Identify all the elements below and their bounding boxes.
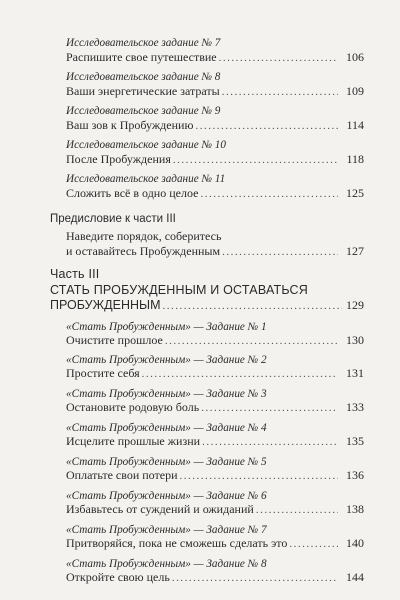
research-caption: Исследовательское задание № 11 — [66, 173, 226, 185]
entry-page: 138 — [346, 502, 364, 516]
leader-dots — [180, 469, 338, 484]
entry-page: 144 — [346, 570, 364, 584]
entry-title: Простите себя — [66, 366, 140, 380]
entry-title: Очистите прошлое — [66, 333, 163, 347]
entry-title: Остановите родовую боль — [66, 400, 200, 414]
task-caption: «Стать Пробужденным» — Задание № 1 — [66, 321, 267, 333]
leader-dots — [165, 334, 338, 349]
research-caption: Исследовательское задание № 7 — [66, 37, 221, 49]
entry-title: Откройте свою цель — [66, 570, 170, 584]
toc-entry[interactable] — [66, 152, 364, 168]
entry-page: 136 — [346, 468, 364, 482]
entry-title: Ваши энергетические затраты — [66, 84, 220, 98]
entry-page: 106 — [346, 50, 364, 64]
part-label: Часть III — [50, 267, 100, 281]
toc-entry[interactable] — [66, 50, 364, 66]
task-caption: «Стать Пробужденным» — Задание № 7 — [66, 524, 267, 536]
entry-page: 114 — [346, 118, 364, 132]
entry-page: 131 — [346, 366, 364, 380]
task-caption: «Стать Пробужденным» — Задание № 6 — [66, 490, 267, 502]
part-title-line1[interactable]: СТАТЬ ПРОБУЖДЕННЫМ И ОСТАВАТЬСЯ — [50, 283, 308, 297]
leader-dots — [173, 153, 338, 168]
leader-dots — [219, 51, 338, 66]
preface-heading[interactable]: Предисловие к части III — [50, 213, 176, 225]
entry-page: 109 — [346, 84, 364, 98]
leader-dots — [163, 298, 342, 314]
entry-title: Ваш зов к Пробуждению — [66, 118, 194, 132]
toc-entry[interactable] — [66, 536, 364, 552]
entry-page: 118 — [346, 152, 364, 166]
entry-title: После Пробуждения — [66, 152, 171, 166]
toc-entry[interactable] — [66, 400, 364, 416]
research-caption: Исследовательское задание № 8 — [66, 71, 221, 83]
research-caption: Исследовательское задание № 10 — [66, 139, 226, 151]
toc-entry[interactable] — [66, 244, 364, 260]
part-title-entry[interactable] — [50, 297, 364, 314]
entry-page: 125 — [346, 186, 364, 200]
entry-title: Притворяйся, пока не сможешь сделать это — [66, 536, 288, 550]
leader-dots — [202, 435, 338, 450]
entry-title: Избавьтесь от суждений и ожиданий — [66, 502, 254, 516]
leader-dots — [142, 367, 338, 382]
entry-title: и оставайтесь Пробужденным — [66, 244, 221, 258]
entry-page: 133 — [346, 400, 364, 414]
toc-entry[interactable] — [66, 333, 364, 349]
toc-entry[interactable] — [66, 366, 364, 382]
leader-dots — [200, 187, 338, 202]
leader-dots — [222, 245, 338, 260]
entry-title: Оплатьте свои потери — [66, 468, 178, 482]
entry-title: Исцелите прошлые жизни — [66, 434, 201, 448]
entry-page: 140 — [346, 536, 364, 550]
toc-entry[interactable] — [66, 118, 364, 134]
task-caption: «Стать Пробужденным» — Задание № 2 — [66, 354, 267, 366]
task-caption: «Стать Пробужденным» — Задание № 4 — [66, 422, 267, 434]
toc-entry[interactable] — [66, 570, 364, 586]
entry-page: 135 — [346, 434, 364, 448]
toc-entry[interactable] — [66, 186, 364, 202]
leader-dots — [172, 571, 338, 586]
leader-dots — [256, 503, 338, 518]
toc-entry[interactable] — [66, 502, 364, 518]
preface-title-line1: Наведите порядок, соберитесь — [66, 229, 222, 243]
toc-entry[interactable] — [66, 434, 364, 450]
part-title-line2: ПРОБУЖДЕННЫМ — [50, 298, 161, 312]
entry-page: 130 — [346, 333, 364, 347]
task-caption: «Стать Пробужденным» — Задание № 8 — [66, 558, 267, 570]
entry-page: 129 — [346, 298, 364, 312]
leader-dots — [222, 85, 338, 100]
leader-dots — [195, 119, 338, 134]
leader-dots — [289, 537, 338, 552]
entry-page: 127 — [346, 244, 364, 258]
toc-entry[interactable] — [66, 468, 364, 484]
entry-title: Распишите свое путешествие — [66, 50, 217, 64]
task-caption: «Стать Пробужденным» — Задание № 3 — [66, 388, 267, 400]
research-caption: Исследовательское задание № 9 — [66, 105, 221, 117]
entry-title: Сложить всё в одно целое — [66, 186, 199, 200]
leader-dots — [201, 401, 338, 416]
toc-entry[interactable] — [66, 84, 364, 100]
task-caption: «Стать Пробужденным» — Задание № 5 — [66, 456, 267, 468]
